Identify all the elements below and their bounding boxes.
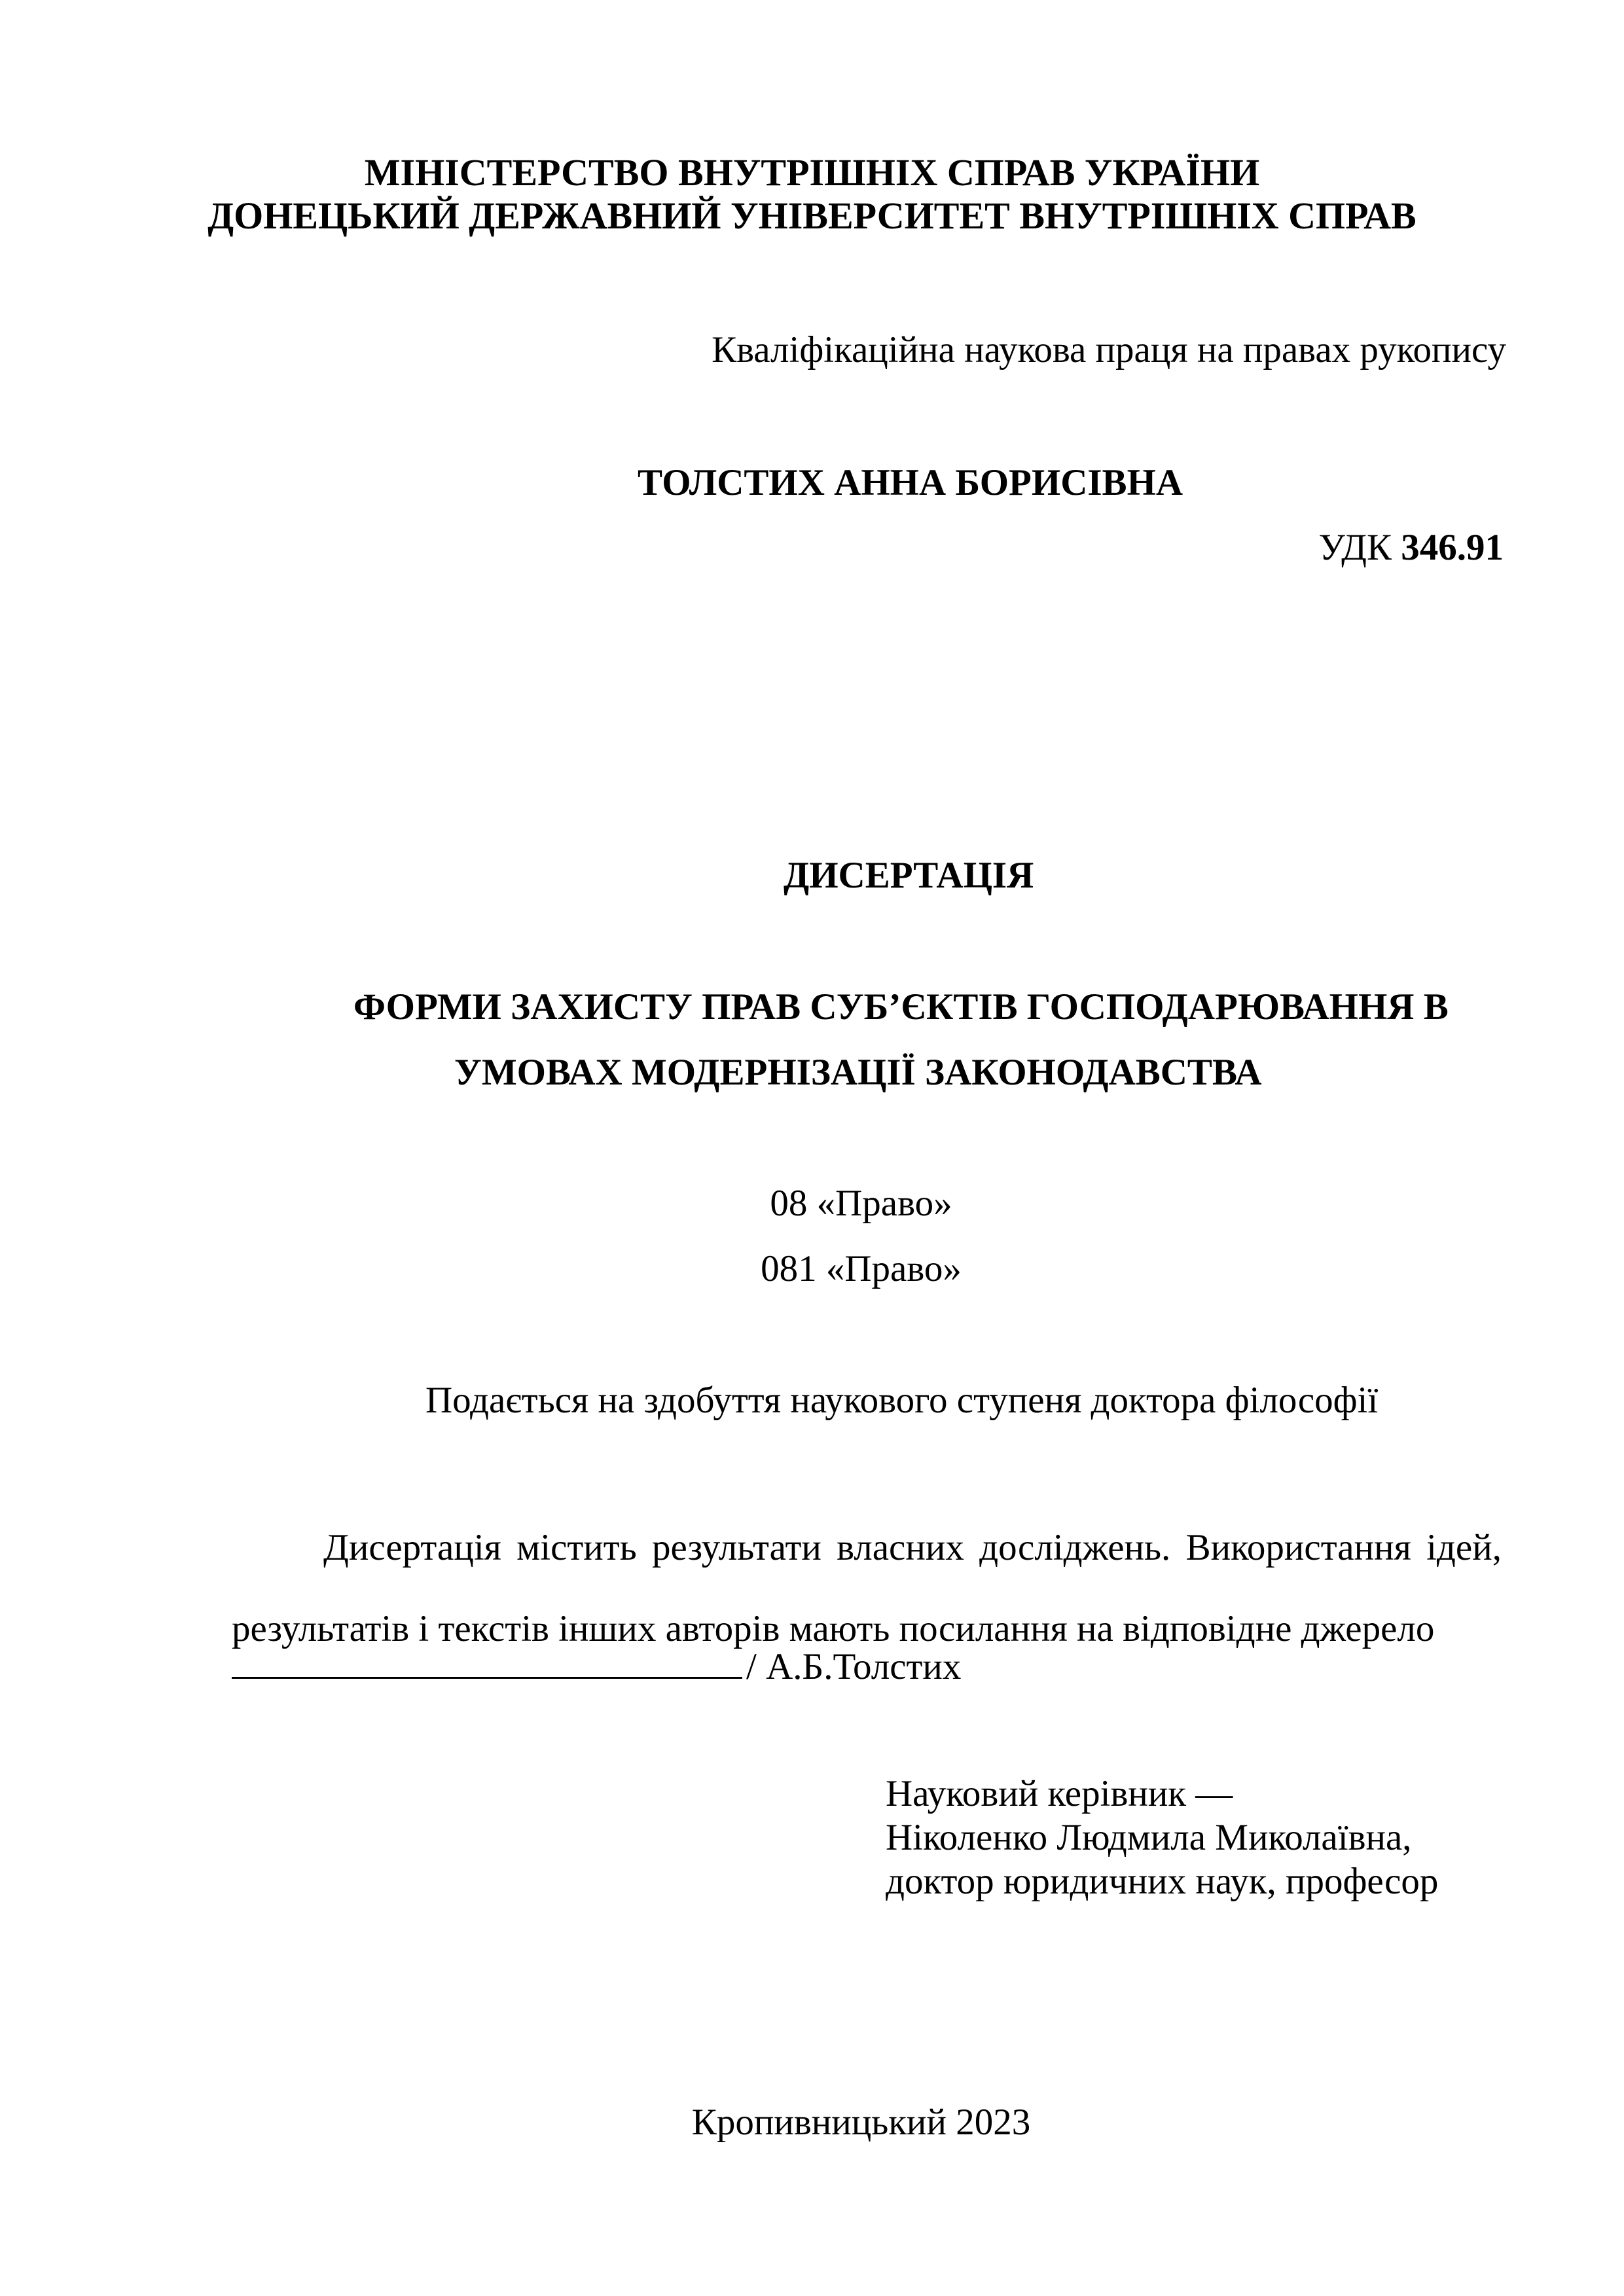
supervisor-block [886,1772,1438,1903]
degree-statement: Подається на здобуття наукового ступеня доктора філософії [425,1380,1379,1421]
originality-statement: Дисертація містить результати власних досліджень. Використання ідей, результатів і текстів інших авторів мають посилання на відповідне джерело [232,1527,1502,1649]
city-year: Кропивницький 2023 [691,2102,1031,2143]
signature-underline [232,1641,742,1679]
specialty: 081 «Право» [761,1248,962,1289]
manuscript-note: Кваліфікаційна наукова праця на правах рукопису [712,329,1506,370]
field-of-knowledge: 08 «Право» [770,1183,952,1224]
udk-label: УДК [1318,527,1392,568]
udk-code: 346.91 [1401,527,1504,568]
ministry-heading: МІНІСТЕРСТВО ВНУТРІШНІХ СПРАВ УКРАЇНИ [364,151,1260,194]
dissertation-title-line-2: УМОВАХ МОДЕРНІЗАЦІЇ ЗАКОНОДАВСТВА [454,1052,1262,1093]
dissertation-title-line-1: ФОРМИ ЗАХИСТУ ПРАВ СУБ’ЄКТІВ ГОСПОДАРЮВАННЯ В [353,986,1449,1028]
supervisor-name: Ніколенко Людмила Миколаївна, [886,1817,1412,1858]
supervisor-label: Науковий керівник — [886,1773,1233,1814]
document-type: ДИСЕРТАЦІЯ [784,855,1034,896]
signature-name: / А.Б.Толстих [746,1646,962,1687]
author-name: ТОЛСТИХ АННА БОРИСІВНА [638,462,1183,503]
signature-line [232,1641,961,1689]
university-heading: ДОНЕЦЬКИЙ ДЕРЖАВНИЙ УНІВЕРСИТЕТ ВНУТРІШНІХ СПРАВ [208,194,1416,237]
udk-line [1319,526,1504,569]
supervisor-degree: доктор юридичних наук, професор [886,1861,1439,1902]
